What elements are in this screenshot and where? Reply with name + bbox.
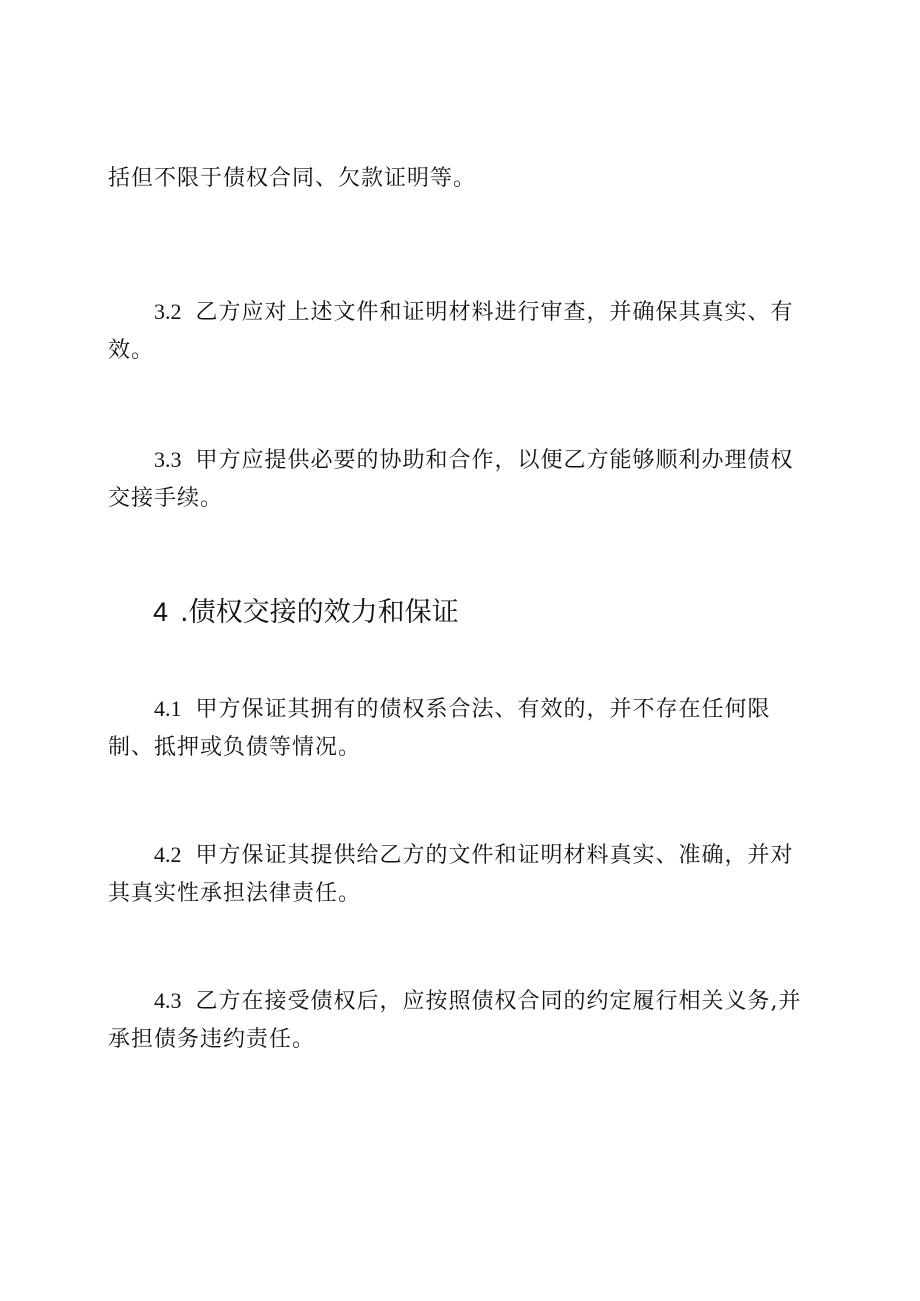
clause-3-2 (108, 293, 808, 370)
clause-text: 甲方应提供必要的协助和合作，以便乙方能够顺利办理债权交接手续。 (108, 448, 794, 511)
clause-number: 4.1 (154, 696, 182, 721)
clause-3-3 (108, 441, 808, 518)
clause-4-2 (108, 836, 808, 913)
clause-number: 4.2 (154, 842, 182, 867)
section-title: .债权交接的效力和保证 (180, 597, 459, 628)
clause-text: 甲方保证其拥有的债权系合法、有效的，并不存在任何限制、抵押或负债等情况。 (108, 697, 771, 760)
section-heading-4 (153, 592, 753, 633)
paragraph-continuation (108, 160, 808, 198)
clause-number: 3.3 (154, 447, 182, 472)
clause-text: 乙方应对上述文件和证明材料进行审查，并确保其真实、有效。 (108, 300, 794, 363)
clause-4-3 (108, 982, 808, 1059)
clause-text: 甲方保证其提供给乙方的文件和证明材料真实、准确，并对其真实性承担法律责任。 (108, 843, 794, 906)
clause-number: 4.3 (154, 988, 182, 1013)
clause-text: 乙方在接受债权后，应按照债权合同的约定履行相关义务,并承担债务违约责任。 (108, 989, 802, 1052)
section-number: 4 (153, 597, 169, 627)
clause-number: 3.2 (154, 299, 182, 324)
clause-4-1 (108, 690, 808, 767)
paragraph-text: 括但不限于债权合同、欠款证明等。 (108, 166, 477, 191)
